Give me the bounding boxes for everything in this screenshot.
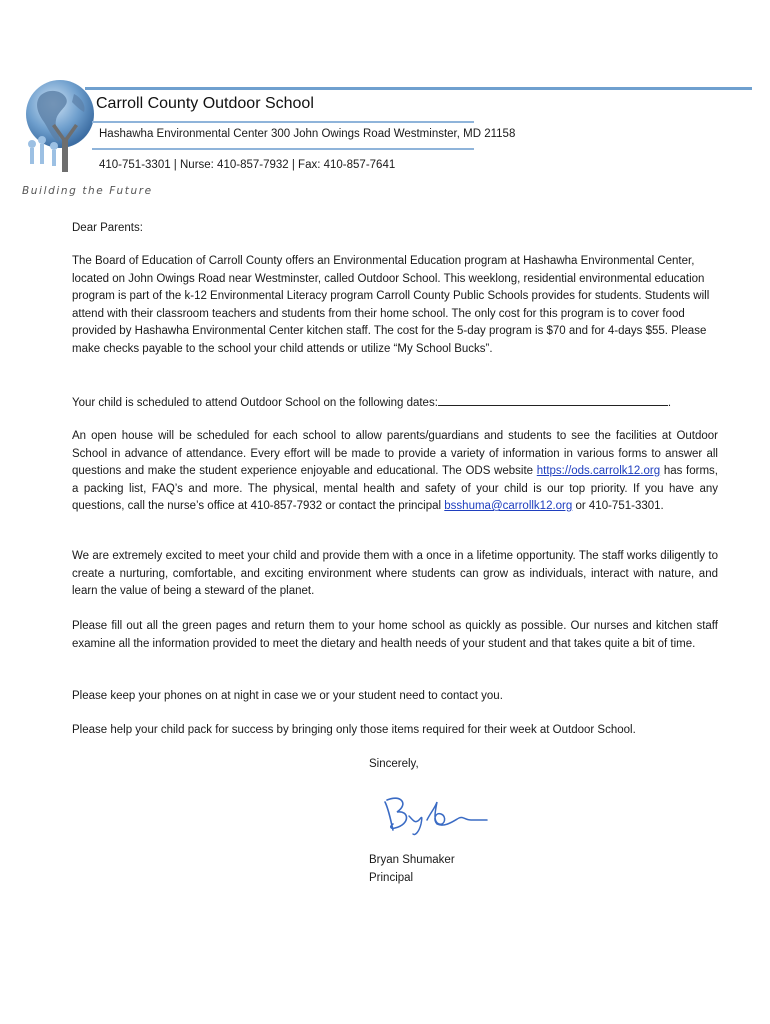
paragraph-schedule-dates: [72, 393, 718, 413]
signer-name: Bryan Shumaker: [369, 854, 455, 866]
schedule-text: Your child is scheduled to attend Outdoor School on the following dates:: [72, 397, 438, 409]
ods-website-link[interactable]: https://ods.carrolk12.org: [536, 465, 661, 477]
principal-email-link[interactable]: bsshuma@carrollk12.org: [444, 500, 573, 512]
logo-tagline: Building the Future: [22, 185, 153, 197]
paragraph-open-house: [72, 428, 718, 516]
signer-title: Principal: [369, 872, 414, 884]
dates-blank-line[interactable]: [438, 393, 668, 406]
open-house-text-2: has forms, a packing list, FAQ’s and more. The physical, mental health and safety of your child is our top priority. If you have any questions, call the nurse’s office at 410-857-7932 or contact the principal: [72, 465, 718, 512]
contact-phones: 410-751-3301 | Nurse: 410-857-7932 | Fax: 410-857-7641: [99, 159, 396, 171]
paragraph-phones: Please keep your phones on at night in case we or your student need to contact you.: [72, 690, 503, 702]
salutation: Dear Parents:: [72, 222, 143, 234]
closing-line: Sincerely,: [369, 758, 419, 770]
header-divider: [92, 148, 474, 150]
schedule-period: .: [667, 397, 672, 409]
paragraph-excitement: We are extremely excited to meet your child and provide them with a once in a lifetime opportunity. The staff works diligently to create a nurturing, comfortable, and exciting environment where students can grow as individuals, interact with nature, and learn the value of being a steward of the planet.: [72, 550, 718, 597]
header-rule: [85, 87, 752, 90]
globe-icon: [26, 80, 94, 148]
open-house-text-3: or 410-751-3301.: [572, 500, 664, 512]
paragraph-program-overview: The Board of Education of Carroll County offers an Environmental Education program at Hashawha Environmental Center, located on John Owings Road near Westminster, called Outdoor School. This weeklong, residential environmental education program is part of the k-12 Environmental Literacy program Carroll County Public Schools provides for students. Students will attend with their classroom teachers and students from their home school. The only cost for this program is to cover food provided by Hashawha Environmental Center kitchen staff. The cost for the 5-day program is $70 and for 4-days $55. Please make checks payable to the school your child attends or utilize “My School Bucks”.: [72, 255, 710, 355]
paragraph-packing: Please help your child pack for success by bringing only those items required for their week at Outdoor School.: [72, 724, 636, 736]
open-house-text: An open house will be scheduled for each school to allow parents/guardians and students to see the facilities at Outdoor School in advance of attendance. Every effort will be made to provide a variety of information in various forms to answer all questions and make the student experience enjoyable and educational. The ODS website: [72, 430, 718, 477]
school-name: Carroll County Outdoor School: [96, 95, 314, 112]
school-address: Hashawha Environmental Center 300 John Owings Road Westminster, MD 21158: [99, 128, 516, 140]
handwritten-signature: [375, 790, 495, 840]
header-divider: [92, 121, 474, 123]
paragraph-green-pages: Please fill out all the green pages and return them to your home school as quickly as possible. Our nurses and kitchen staff examine all the information provided to meet the dietary and health needs of your student and that takes quite a bit of time.: [72, 620, 718, 650]
